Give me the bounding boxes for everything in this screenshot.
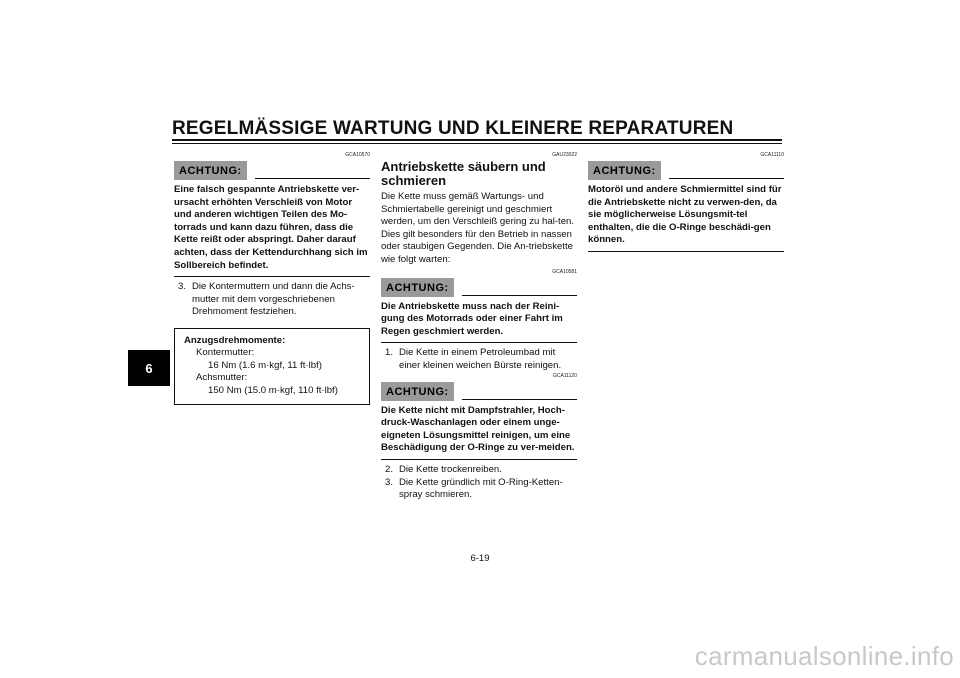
warning-badge: ACHTUNG:: [381, 278, 454, 297]
step-number: 1.: [385, 347, 394, 359]
warning-text: Die Antriebskette muss nach der Reini-gung des Motorrads oder einer Fahrt im Regen geschmiert werden.: [381, 300, 563, 337]
step-number: 3.: [178, 281, 187, 293]
reference-code: GAU23022: [552, 152, 577, 158]
warning-header: [381, 278, 577, 297]
warning-text: Motoröl und andere Schmiermittel sind für die Antriebskette nicht zu verwen-den, da sie möglicherweise Lösungsmit-tel enthalten, die die O-Ringe beschädi-gen können.: [588, 184, 782, 246]
torque-item-label: Achsmutter:: [196, 372, 248, 384]
warning-badge: ACHTUNG:: [381, 382, 454, 401]
column-middle: [381, 152, 577, 502]
reference-code: GCA10570: [345, 152, 370, 158]
step-number: 3.: [385, 476, 394, 488]
section-intro: Die Kette muss gemäß Wartungs- und Schmiertabelle gereinigt und geschmiert werden, um den Verschleiß gering zu hal-ten. Dies gilt besonders für den Betrieb in nassen oder staubigen Gegenden. Die An-triebskette wie folgt warten:: [381, 191, 575, 265]
torque-item-label: Kontermutter:: [196, 347, 255, 359]
warning-rule: [462, 399, 577, 400]
step-item: [385, 477, 577, 502]
watermark-text: carmanualsonline.info: [694, 641, 954, 671]
step-text: Die Kette gründlich mit O-Ring-Ketten-spray schmieren.: [399, 476, 563, 501]
warning-header: [381, 382, 577, 401]
reference-code: GCA11110: [760, 152, 784, 158]
chapter-tab: 6: [128, 350, 170, 386]
warning-text: Die Kette nicht mit Dampfstrahler, Hoch-druck-Waschanlagen oder einem unge-eigneten Lösungsmittel reinigen, um eine Beschädigung der O-Ringe zu ver-meiden.: [381, 404, 575, 454]
torque-item-value: 150 Nm (15.0 m·kgf, 110 ft·lbf): [208, 384, 338, 396]
step-item: [178, 281, 370, 319]
step-item: [385, 464, 577, 477]
step-text: Die Kontermuttern und dann die Achs-mutter mit dem vorgeschriebenen Drehmoment festziehen.: [192, 281, 355, 318]
warning-text: Eine falsch gespannte Antriebskette ver-ursacht erhöhten Verschleiß von Motor und anderen wichtigen Teilen des Mo-torrads und kann dazu führen, dass die Kette reißt oder abspringt. Daher darauf achten, dass der Kettendurchhang sich im Sollbereich befindet.: [174, 184, 368, 271]
torque-spec-box: [174, 328, 370, 406]
section-title: Antriebskette säubern und schmieren: [381, 159, 546, 188]
torque-title: Anzugsdrehmomente:: [184, 334, 286, 346]
column-right: [588, 152, 784, 252]
page-number: 6-19: [470, 553, 490, 564]
warning-end-rule: [381, 342, 577, 343]
step-text: Die Kette trockenreiben.: [399, 463, 502, 475]
warning-header: [174, 161, 370, 180]
column-left: [174, 152, 370, 405]
header-rule: [172, 139, 782, 141]
torque-item-value: 16 Nm (1.6 m·kgf, 11 ft·lbf): [208, 359, 322, 371]
page-header-title: REGELMÄSSIGE WARTUNG UND KLEINERE REPARATUREN: [172, 118, 734, 139]
step-text: Die Kette in einem Petroleumbad mit einer kleinen weichen Bürste reinigen.: [399, 347, 562, 371]
step-number: 2.: [385, 463, 394, 475]
warning-badge: ACHTUNG:: [174, 161, 247, 180]
warning-badge: ACHTUNG:: [588, 161, 661, 180]
warning-rule: [669, 178, 784, 179]
step-item: [385, 347, 577, 372]
warning-end-rule: [174, 276, 370, 277]
warning-rule: [462, 295, 577, 296]
reference-code: GCA11120: [553, 372, 577, 379]
header-rule-thin: [172, 143, 782, 144]
warning-rule: [255, 178, 370, 179]
warning-end-rule: [381, 459, 577, 460]
warning-end-rule: [588, 251, 784, 252]
reference-code: GCA10581: [552, 268, 577, 275]
warning-header: [588, 161, 784, 180]
